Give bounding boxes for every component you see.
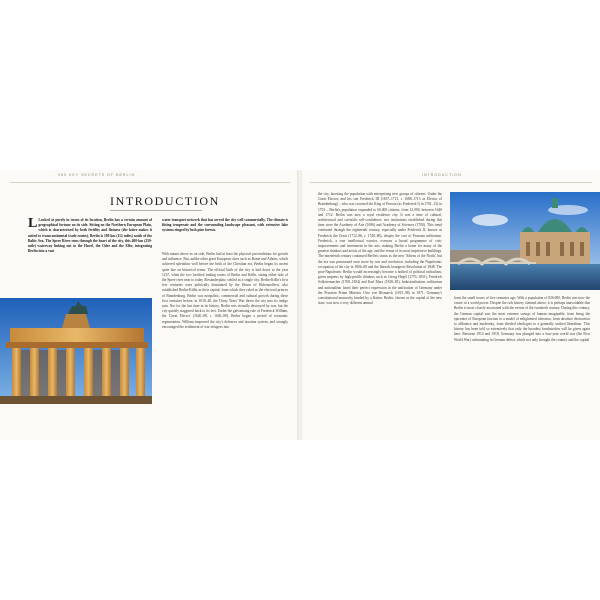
right-column-2: from the small towns of five centuries ago. With a population of 826,000, Berlin was now the centre of a world power. Despite the rich history claimed above, it is perhaps unavoidable that Berlin is most closely associated with the events of the twentieth century. During this century, the German capital saw the most extreme swings of human imaginable, from being the epicentre of European fascism to a model of enlightened tolerance, from absolute destruction to affluence and modernity, from divided ideologies to a generally unified liberalism. This history has been told so extensively that only the broadest brushstrokes will be given again here. Between 1914 and 1918, Germany was plunged into a four-year world war (the First World War) culminating in German defeat, which not only brought the country and the capital <box>454 296 590 342</box>
right-column-1: the city, boosting the population with enterprising new groups of citizens. Under the Great Elector, and his son Frederick III (1657–1713, r. 1688–1713 as Elector of Brandenburg) – who was crowned the King of Prussia (as Frederick I) in 1701–13) in 1701 – Berlin's population expanded to 60,000 citizens, from 12,000, between 1640 and 1712. Berlin was now a royal residence city. It was a time of cultural, architectural and scientific self-confidence; two institutions established during this time were the Academy of Arts (1696) and Academy of Sciences (1700). This trend continued through the eighteenth century, especially under Frederick II, known as Frederick the Great (1712–86, r. 1740–86), despite the cost of Prussian militarism. Frederick, a true intellectual warrior, oversaw a broad programme of civic improvements and investment in the arts, making Berlin a home for many of the greatest thinkers and artists of the age, and the venue of its most impressive buildings. The nineteenth century continued Berlin's status as the new 'Athens of the North', but the era was punctuated once more by war and revolution, including the Napoleonic occupation of the city in 1806–08 and the liberals bourgeois Revolution of 1848. The post-Napoleonic Berlin would increasingly become a hotbed of political radicalism, given impetus by high-profile thinkers such as Georg Hegel (1770–1831), Friedrich Schleiermacher (1768–1834) and Karl Marx (1818–83). Industrialisation, militarism and nationalism fused their perfect expression in the unification of Germany under the Prussian Prime Minister Otto von Bismarck (1815–98) in 1871, Germany's constitutional monarchy headed by a Kaiser. Berlin, chosen as the capital of the new state, was now a very different animal <box>318 192 442 306</box>
berlin-cathedral-photo <box>450 192 600 290</box>
berlin-cathedral-image <box>450 192 600 290</box>
dropcap: L <box>28 218 38 231</box>
left-page <box>0 170 298 440</box>
book-spread <box>0 170 600 440</box>
column-2-body: With nature above us on side, Berlin had at least the physical preconditions for growth and influence. But, unlike other great European cities such as Rome and Athens, which achieved splendour well before the birth of the Christian era, Berlin began its ascent quite late on historical terms. The official birth of the city is laid down to the year 1237, when the two fortified trading towns of Berlin and Kölln, sitting either side of the Spree river near to today Alexanderplatz, settled as a single city. Berlin-Kölln's first few centuries were politically dominated by the House of Hohenzollern, who established Berlin-Kölln as their capital, from which they ruled as the electoral princes of Brandenburg. Berlin was nonpolitic, commercial and cultural growth during these first centuries before, in 1618–48, the Thirty Years' War threw the city into its indigo ruin. Not for the last time in its history, Berlin was virtually destroyed by war, but the city quickly staggered back to its feet. Under the galvanising rule of Frederick William, the 'Great Elector' (1620–88, r. 1640–88), Berlin began a period of economic regeneration. William improved the city's defences and taxation system, and strongly encouraged the settlement of war refugees into <box>162 252 288 329</box>
header-rule-right <box>310 182 592 183</box>
running-head-left: 365 KEY SECRETS OF BERLIN <box>58 173 136 177</box>
chapter-title: INTRODUCTION <box>110 194 220 208</box>
right-page <box>302 170 600 440</box>
running-head-right: INTRODUCTION <box>422 173 462 177</box>
column-2-intro: water transport network that has served the city well commercially. The climate is fitting temperate and the surrounding landscape pleasant, with extensive lake systems ringed by lush pine forests. <box>162 218 288 233</box>
brandenburg-gate-image <box>0 298 152 404</box>
header-rule <box>10 182 290 183</box>
title-rule <box>110 210 202 211</box>
lead-paragraph <box>28 218 152 288</box>
lead-text: Looked at purely in terms of its location, Berlin has a certain amount of geographical fortune on its side. Sitting on the Northern European Plain, which is characterised by both fertility and flatness (the latter makes it suited to transcontinental trade routes), Berlin is 180 km (112 miles) south of the Baltic Sea. The Spree River runs through the heart of the city, this 400-km (250-mile) waterway linking out to the Havel, the Oder and the Elbe, integrating Berlin into a vast <box>28 218 152 254</box>
brandenburg-gate-photo <box>0 298 152 404</box>
